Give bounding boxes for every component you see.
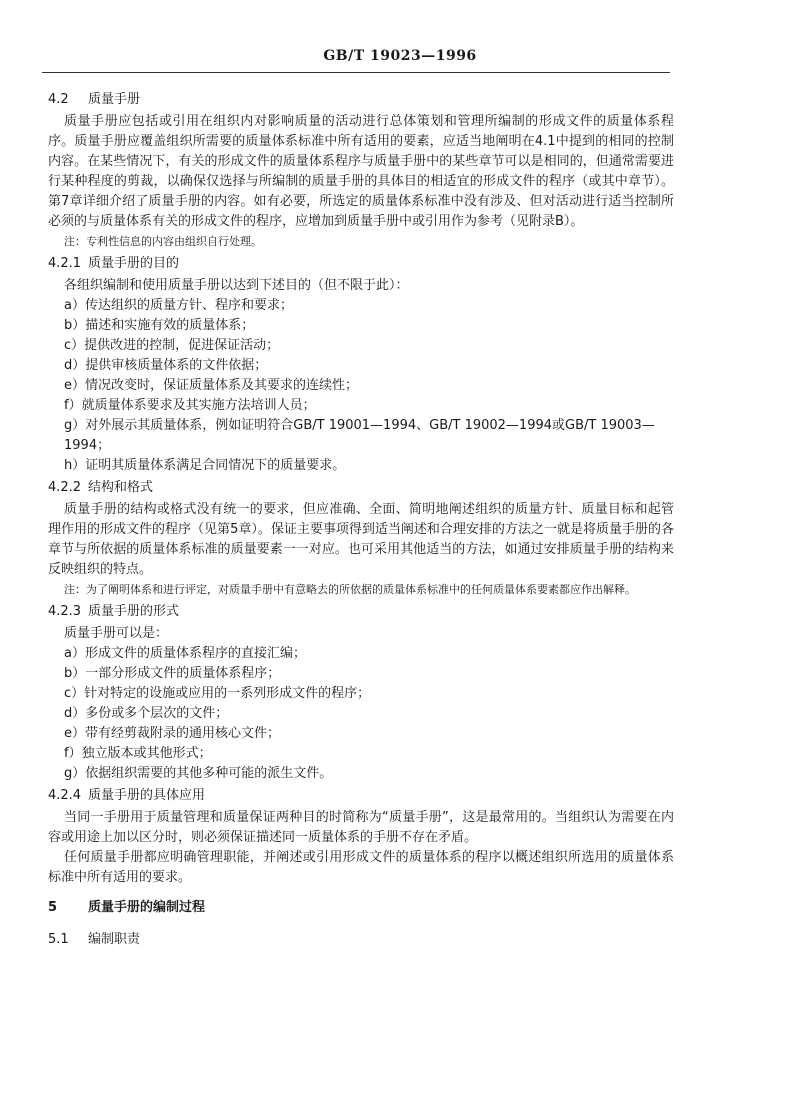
list-item: e）情况改变时，保证质量体系及其要求的连续性； (64, 378, 358, 393)
section-heading (48, 478, 674, 498)
section-number: 4.2.1 (48, 256, 82, 271)
list-item: g）依据组织需要的其他多种可能的派生文件。 (64, 766, 333, 781)
page-header: GB/T 19023—1996 (323, 48, 477, 64)
list-item: g）对外展示其质量体系，例如证明符合GB/T 19001—1994、GB/T 19002—1994或GB/T 19003—1994； (64, 418, 655, 453)
list-item: d）提供审核质量体系的文件依据； (64, 358, 268, 373)
list-item: e）带有经剪裁附录的通用核心文件； (64, 726, 280, 741)
header-rule (42, 72, 670, 73)
section-heading (48, 90, 674, 110)
section-heading (48, 898, 674, 918)
section-title: 质量手册 (88, 92, 141, 107)
section-number: 4.2.4 (48, 788, 82, 803)
list-item: a）形成文件的质量体系程序的直接汇编； (64, 646, 306, 661)
list-item: d）多份或多个层次的文件； (64, 706, 229, 721)
section-number: 4.2.3 (48, 604, 82, 619)
section-title: 结构和格式 (88, 480, 154, 495)
list-item: b）一部分形成文件的质量体系程序； (64, 666, 281, 681)
section-number: 5 (48, 900, 58, 915)
list-item: f）独立版本或其他形式； (64, 746, 212, 761)
paragraph: 质量手册可以是： (64, 626, 169, 641)
section-title: 质量手册的目的 (88, 256, 180, 271)
section-number: 4.2 (48, 92, 69, 107)
note: 注：为了阐明体系和进行评定，对质量手册中有意略去的所依据的质量体系标准中的任何质量体系要素都应作出解释。 (64, 583, 636, 596)
note: 注：专利性信息的内容由组织自行处理。 (64, 235, 262, 248)
list-item: c）提供改进的控制，促进保证活动； (64, 338, 280, 353)
section-title: 编制职责 (88, 932, 141, 947)
paragraph: 质量手册应包括或引用在组织内对影响质量的活动进行总体策划和管理所编制的形成文件的质量体系程序。质量手册应覆盖组织所需要的质量体系标准中所有适用的要素，应适当地阐明在4.1中提到的相同的控制内容。在某些情况下，有关的形成文件的质量体系程序与质量手册中的某些章节可以是相同的，但通常需要进行某种程度的剪裁，以确保仅选择与所编制的质量手册的具体目的相适宜的形成文件的程序（或其中章节）。第7章详细介绍了质量手册的内容。如有必要，所选定的质量体系标准中没有涉及、但对活动进行适当控制所必须的与质量体系有关的形成文件的程序，应增加到质量手册中或引用作为参考（见附录B）。 (48, 114, 674, 229)
document-body (48, 88, 674, 952)
list-item: a）传达组织的质量方针、程序和要求； (64, 298, 293, 313)
spacer (48, 920, 674, 928)
section-title: 质量手册的具体应用 (88, 788, 206, 803)
paragraph: 质量手册的结构或格式没有统一的要求，但应准确、全面、简明地阐述组织的质量方针、质量目标和起管理作用的形成文件的程序（见第5章）。保证主要事项得到适当阐述和合理安排的方法之一就是将质量手册的各章节与所依据的质量体系标准的质量要素一一对应。也可采用其他适当的方法，如通过安排质量手册的结构来反映组织的特点。 (48, 502, 674, 577)
section-number: 4.2.2 (48, 480, 82, 495)
section-heading (48, 254, 674, 274)
list-item: b）描述和实施有效的质量体系； (64, 318, 255, 333)
section-heading (48, 602, 674, 622)
paragraph: 当同一手册用于质量管理和质量保证两种目的时简称为“质量手册”，这是最常用的。当组织认为需要在内容或用途上加以区分时，则必须保证描述同一质量体系的手册不存在矛盾。 (48, 810, 674, 845)
list-item: c）针对特定的设施或应用的一系列形成文件的程序； (64, 686, 371, 701)
section-heading (48, 786, 674, 806)
section-title: 质量手册的编制过程 (88, 900, 206, 915)
paragraph: 各组织编制和使用质量手册以达到下述目的（但不限于此）： (64, 278, 409, 293)
spacer (48, 888, 674, 896)
list-item: h）证明其质量体系满足合同情况下的质量要求。 (64, 458, 346, 473)
section-heading (48, 930, 674, 950)
section-number: 5.1 (48, 932, 69, 947)
paragraph: 任何质量手册都应明确管理职能，并阐述或引用形成文件的质量体系的程序以概述组织所选用的质量体系标准中所有适用的要求。 (48, 850, 674, 885)
list-item: f）就质量体系要求及其实施方法培训人员； (64, 398, 316, 413)
section-title: 质量手册的形式 (88, 604, 180, 619)
